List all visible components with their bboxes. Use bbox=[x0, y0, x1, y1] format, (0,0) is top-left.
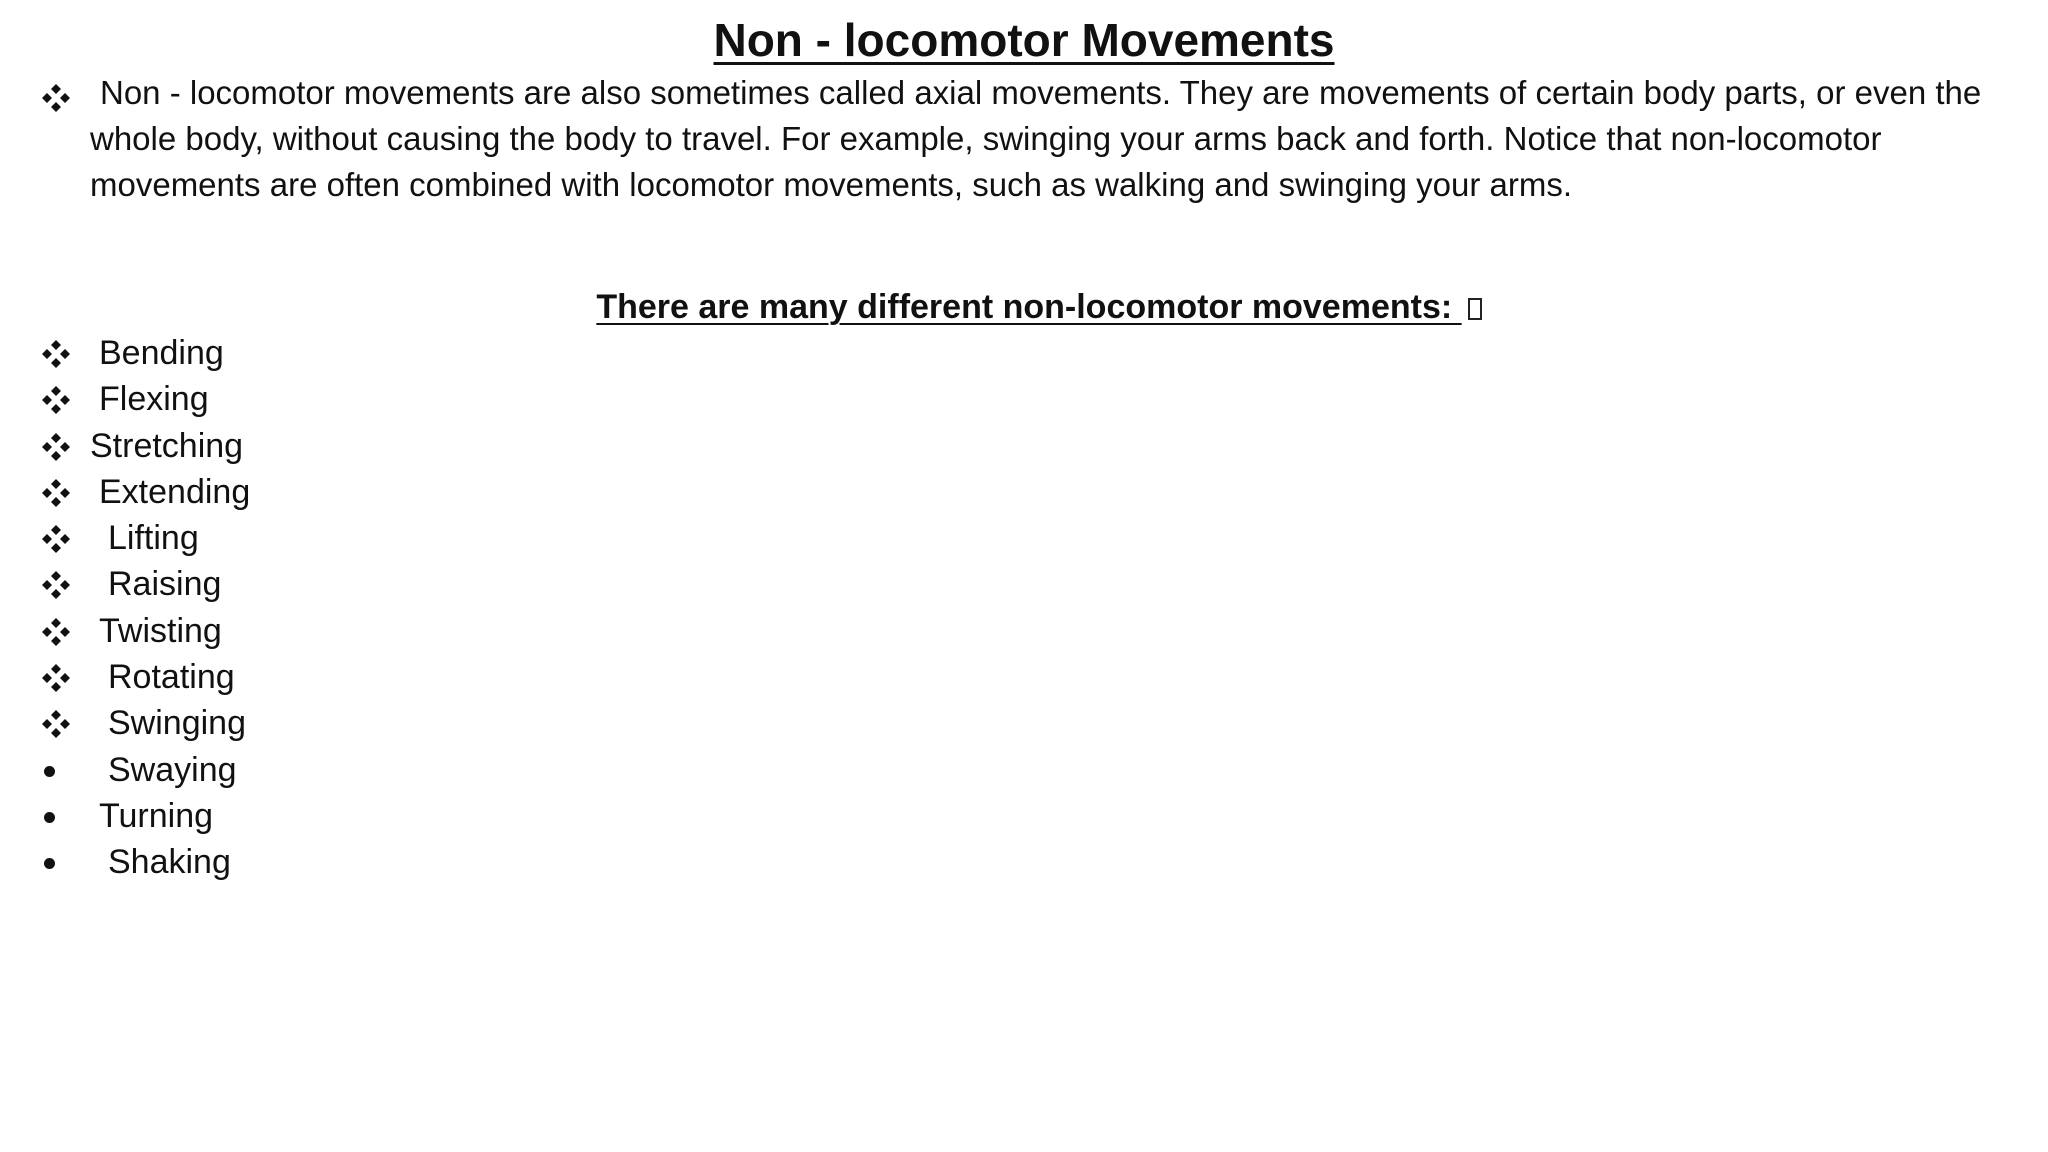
dot-bullet-icon bbox=[42, 793, 82, 839]
list-heading bbox=[0, 284, 2048, 330]
movement-label: Raising bbox=[108, 565, 222, 604]
movement-label: Turning bbox=[99, 796, 214, 835]
movement-label: Shaking bbox=[108, 843, 231, 882]
movement-label: Bending bbox=[99, 334, 224, 372]
page-title: Non - locomotor Movements bbox=[713, 14, 1335, 66]
diamond-bullet-icon bbox=[42, 700, 82, 746]
movement-label: Flexing bbox=[99, 380, 209, 419]
diamond-bullet-icon bbox=[42, 515, 82, 561]
diamond-bullet-icon bbox=[42, 561, 82, 607]
intro-paragraph bbox=[42, 70, 2022, 208]
intro-text: Non - locomotor movements are also sometimes called axial movements. They are movements of certain body parts, or even the whole body, without causing the body to travel. For example, swinging your arms back and forth. Notice that non-locomotor movements are often combined with locomotor movements, such as walking and swinging your arms. bbox=[90, 74, 1982, 203]
movement-label: Extending bbox=[99, 472, 251, 511]
diamond-bullet-icon bbox=[42, 74, 70, 120]
diamond-bullet-icon bbox=[42, 608, 82, 654]
diamond-bullet-icon bbox=[42, 469, 82, 515]
movement-label: Twisting bbox=[99, 611, 222, 650]
list-heading-text: There are many different non-locomotor movements: bbox=[596, 288, 1462, 326]
dot-bullet-icon bbox=[42, 839, 82, 885]
movement-label: Lifting bbox=[108, 519, 199, 558]
movement-label: Stretching bbox=[90, 426, 244, 465]
diamond-bullet-icon bbox=[42, 330, 82, 376]
dot-bullet-icon bbox=[42, 747, 82, 793]
missing-glyph-icon bbox=[1468, 298, 1482, 320]
diamond-bullet-icon bbox=[42, 376, 82, 422]
diamond-bullet-icon bbox=[42, 654, 82, 700]
movement-label: Swaying bbox=[108, 750, 237, 789]
movement-label: Rotating bbox=[108, 658, 235, 697]
movement-label: Swinging bbox=[108, 704, 246, 743]
diamond-bullet-icon bbox=[42, 423, 82, 469]
